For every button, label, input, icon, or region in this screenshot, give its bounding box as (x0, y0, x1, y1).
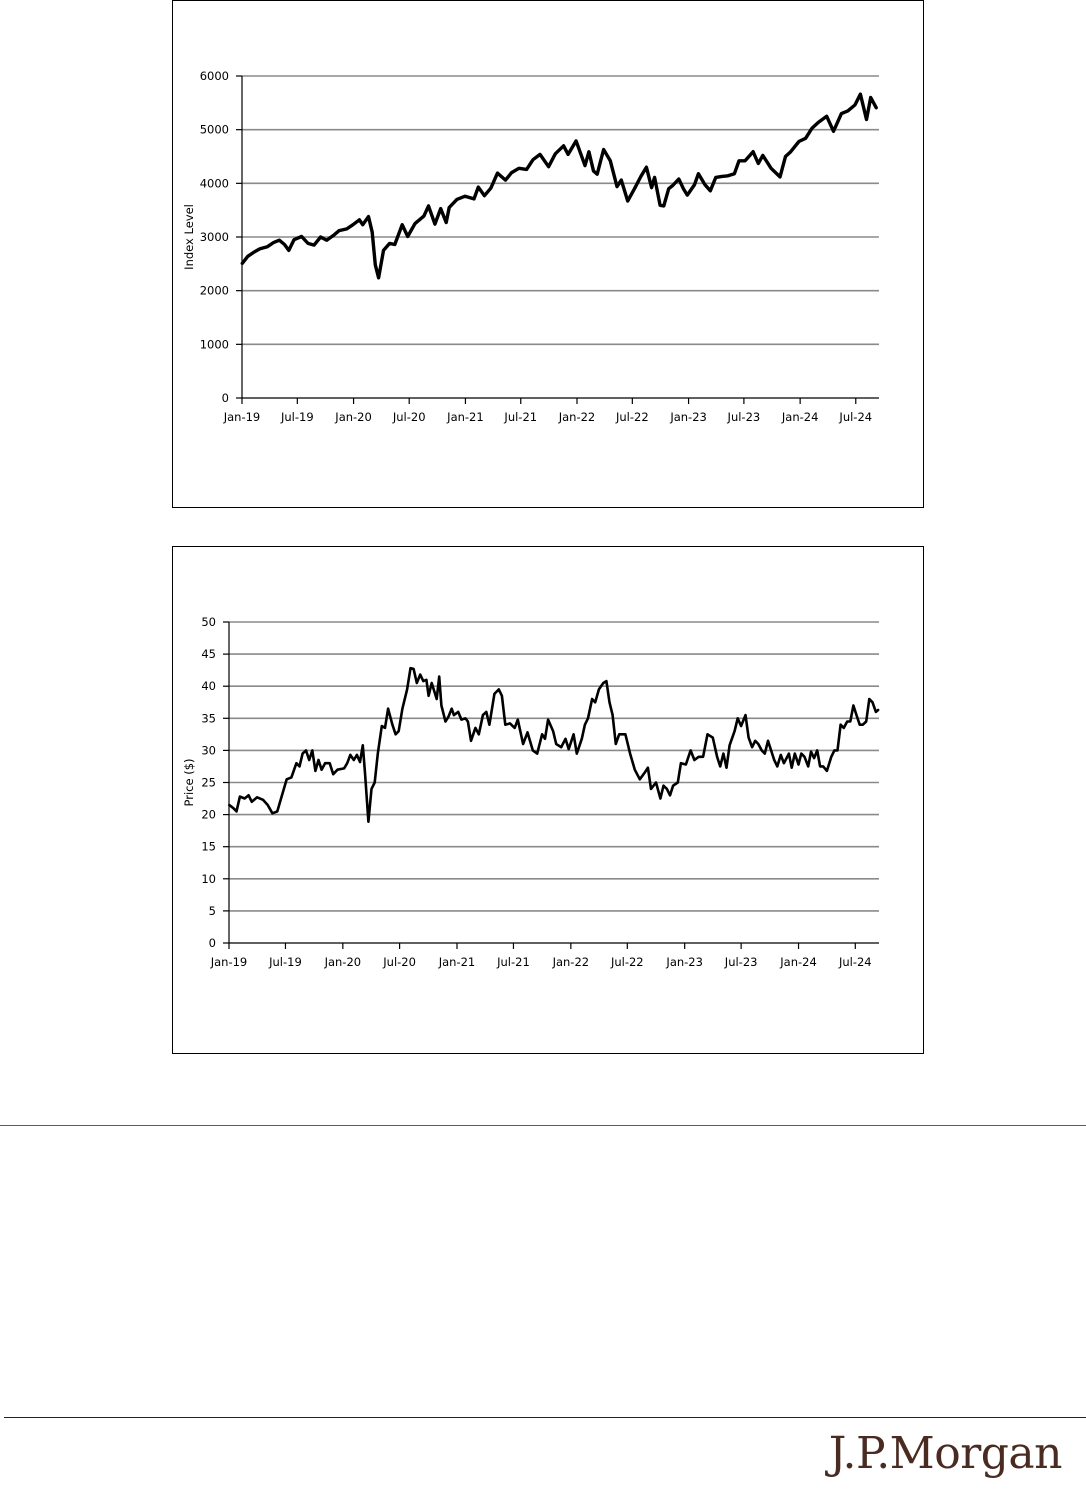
jpmorgan-logo: J.P.Morgan (828, 1428, 1062, 1479)
x-tick-label: Jan-20 (324, 955, 362, 969)
y-tick-label: 25 (201, 775, 216, 790)
y-axis-title: Index Level (182, 204, 196, 270)
y-tick-label: 10 (201, 871, 216, 886)
y-tick-label: 35 (201, 711, 216, 726)
x-tick-label: Jul-22 (610, 955, 644, 969)
y-tick-label: 40 (201, 679, 216, 694)
x-tick-label: Jul-19 (280, 410, 314, 424)
x-tick-label: Jul-23 (727, 410, 761, 424)
x-tick-label: Jul-23 (724, 955, 758, 969)
x-tick-label: Jul-20 (383, 955, 416, 969)
y-axis-title: Price ($) (182, 758, 196, 807)
x-tick-label: Jan-20 (335, 410, 372, 424)
y-tick-label: 15 (201, 839, 216, 854)
x-tick-label: Jul-21 (497, 955, 530, 969)
index-level-chart-svg (173, 1, 925, 509)
y-tick-label: 5 (208, 903, 216, 918)
x-tick-label: Jul-21 (504, 410, 538, 424)
y-tick-label: 5000 (199, 122, 229, 137)
x-tick-label: Jul-22 (615, 410, 649, 424)
y-tick-label: 20 (201, 807, 216, 822)
x-tick-label: Jan-24 (781, 410, 819, 424)
y-tick-label: 0 (221, 391, 229, 405)
x-tick-label: Jan-23 (666, 955, 703, 969)
y-tick-label: 2000 (199, 283, 229, 298)
y-tick-label: 45 (201, 647, 216, 662)
x-tick-label: Jan-19 (223, 410, 261, 424)
x-tick-label: Jul-19 (269, 955, 302, 969)
x-tick-label: Jan-22 (552, 955, 590, 969)
x-tick-label: Jan-22 (558, 410, 596, 424)
y-tick-label: 3000 (199, 230, 229, 244)
series-line (229, 668, 878, 822)
x-tick-label: Jul-24 (838, 955, 872, 969)
y-tick-label: 0 (208, 936, 216, 950)
divider-top (0, 1125, 1086, 1126)
x-tick-label: Jan-19 (210, 955, 248, 969)
x-tick-label: Jul-24 (839, 410, 873, 424)
x-tick-label: Jul-20 (392, 410, 426, 424)
x-tick-label: Jan-24 (780, 955, 817, 969)
y-tick-label: 30 (201, 743, 216, 758)
x-tick-label: Jan-21 (447, 410, 484, 424)
series-line (242, 94, 876, 278)
x-tick-label: Jan-23 (670, 410, 707, 424)
x-tick-label: Jan-21 (438, 955, 476, 969)
index-level-chart (172, 0, 924, 508)
y-tick-label: 6000 (199, 69, 229, 83)
y-tick-label: 1000 (199, 337, 229, 352)
divider-bottom (4, 1417, 1086, 1418)
y-tick-label: 4000 (199, 176, 229, 191)
y-tick-label: 50 (201, 615, 216, 629)
price-chart (172, 546, 924, 1054)
price-chart-svg (173, 547, 925, 1055)
